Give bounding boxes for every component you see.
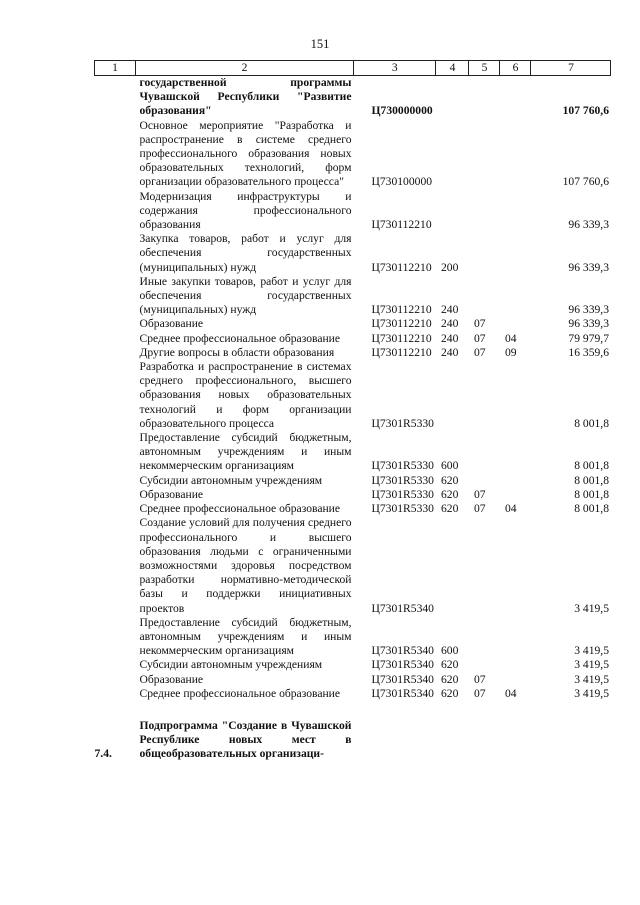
row-subsection: 04 [504,686,517,700]
row-expense-type [436,119,469,190]
row-expense-type: 200 [440,260,459,274]
row-target-code: Ц7301R5340 [371,658,434,672]
row-target-code: Ц730112210 [371,331,432,345]
row-section [469,616,500,659]
row-index [95,119,136,190]
row-index [95,360,136,431]
row-amount: 96 339,3 [568,260,609,274]
row-name: Предоставление субсидий бюджетным, автономным учреждениям и иным некоммерческим организациям [139,615,352,658]
row-section [469,190,500,233]
row-name: Субсидии автономным учреждениям [139,473,323,487]
row-subsection: 04 [504,331,517,345]
row-target-code: Ц730112210 [371,303,432,317]
row-expense-type: 620 [440,502,459,516]
row-name: Иные закупки товаров, работ и услуг для обеспечения государственных (муниципальных) нужд [139,274,352,317]
row-amount: 3 419,5 [574,686,609,700]
row-amount: 3 419,5 [574,672,609,686]
table-row [95,687,611,701]
row-subsection [500,488,531,502]
row-target-code: Ц730000000 [371,104,433,118]
row-section [469,76,500,119]
row-index [95,317,136,331]
row-expense-type: 620 [440,473,459,487]
table-row [95,502,611,516]
row-expense-type: 240 [440,303,459,317]
row-subsection: 09 [504,345,517,359]
row-amount: 8 001,8 [574,459,609,473]
row-expense-type [436,360,469,431]
row-subsection [500,232,531,275]
row-index [95,275,136,318]
row-name: Модернизация инфраструктуры и содержания профессионального образования [139,189,352,232]
row-expense-type [436,76,469,119]
row-name: Субсидии автономным учреждениям [139,658,323,672]
table-row [95,719,611,762]
row-subsection [500,190,531,233]
table-row [95,474,611,488]
row-amount: 3 419,5 [574,601,609,615]
row-index [95,76,136,119]
row-expense-type [436,516,469,615]
row-section [469,516,500,615]
row-section: 07 [473,672,486,686]
header-col-1: 1 [95,61,136,76]
row-name: государственной программы Чувашской Республики "Развитие образования" [139,76,352,118]
row-target-code [354,719,436,762]
row-amount: 8 001,8 [574,473,609,487]
row-target-code: Ц7301R5340 [371,686,434,700]
row-index [95,431,136,474]
row-target-code: Ц730112210 [371,218,432,232]
table-row [95,516,611,615]
row-target-code: Ц730112210 [371,260,432,274]
row-subsection [500,616,531,659]
row-index: 7.4. [94,747,112,761]
table-row [95,431,611,474]
row-section: 07 [473,331,486,345]
row-index [95,346,136,360]
row-spacer [95,701,611,719]
row-expense-type: 620 [440,658,459,672]
row-section [469,232,500,275]
row-expense-type: 600 [440,644,459,658]
table-row [95,190,611,233]
row-subsection [500,360,531,431]
row-section [469,658,500,672]
row-subsection: 04 [504,502,517,516]
row-amount: 8 001,8 [574,416,609,430]
column-number-header [95,61,611,76]
row-target-code: Ц7301R5330 [371,487,434,501]
row-index [95,190,136,233]
row-name: Образование [139,487,204,501]
row-target-code: Ц730112210 [371,317,432,331]
row-subsection [500,119,531,190]
row-expense-type [436,190,469,233]
row-amount: 79 979,7 [568,331,609,345]
row-expense-type: 240 [440,317,459,331]
row-expense-type: 620 [440,686,459,700]
row-target-code: Ц7301R5340 [371,601,434,615]
row-index [95,687,136,701]
row-target-code: Ц7301R5340 [371,644,434,658]
table-row [95,673,611,687]
row-target-code: Ц7301R5340 [371,672,434,686]
row-index [95,502,136,516]
row-name: Образование [139,317,204,331]
row-amount: 3 419,5 [574,644,609,658]
header-col-6: 6 [500,61,531,76]
page-number: 151 [310,37,330,51]
row-amount [531,719,611,762]
row-section: 07 [473,686,486,700]
header-col-7: 7 [531,61,611,76]
row-expense-type: 600 [440,459,459,473]
row-amount: 16 359,6 [568,345,609,359]
row-target-code: Ц7301R5330 [371,502,434,516]
row-name: Среднее профессиональное образование [139,686,341,700]
row-index [95,516,136,615]
table-row [95,658,611,672]
header-col-3: 3 [354,61,436,76]
row-expense-type: 620 [440,672,459,686]
table-row [95,616,611,659]
row-subsection [500,719,531,762]
row-index [95,616,136,659]
row-section: 07 [473,487,486,501]
row-expense-type: 240 [440,345,459,359]
row-index [95,474,136,488]
row-section [469,431,500,474]
row-amount: 8 001,8 [574,502,609,516]
row-expense-type [436,719,469,762]
row-target-code: Ц7301R5330 [371,473,434,487]
row-section: 07 [473,345,486,359]
header-col-5: 5 [469,61,500,76]
table-row [95,232,611,275]
row-subsection [500,76,531,119]
table-row [95,317,611,331]
row-index [95,658,136,672]
row-index [95,488,136,502]
row-target-code: Ц7301R5330 [371,416,434,430]
row-amount: 96 339,3 [568,218,609,232]
row-subsection [500,275,531,318]
row-amount: 8 001,8 [574,487,609,501]
row-index [95,673,136,687]
table-row [95,360,611,431]
table-row [95,346,611,360]
row-section [469,719,500,762]
row-subsection [500,431,531,474]
table-row [95,119,611,190]
row-amount: 107 760,6 [562,104,609,118]
row-amount: 3 419,5 [574,658,609,672]
row-amount: 107 760,6 [562,175,609,189]
row-index [95,232,136,275]
row-expense-type: 240 [440,331,459,345]
row-target-code: Ц7301R5330 [371,459,434,473]
table-row [95,275,611,318]
row-amount: 96 339,3 [568,317,609,331]
budget-table [94,60,611,762]
row-name: Подпрограмма "Создание в Чувашской Республике новых мест в общеобразовательных организаци- [139,718,352,761]
row-name: Основное мероприятие "Разработка и распространение в системе среднего профессионального образования новых образовательных технологий, форм организации образовательного процесса" [139,118,352,189]
header-col-2: 2 [136,61,354,76]
row-section: 07 [473,502,486,516]
row-target-code: Ц730100000 [371,175,433,189]
row-subsection [500,516,531,615]
table-row [95,488,611,502]
header-col-4: 4 [436,61,469,76]
row-name: Разработка и распространение в системах среднего профессионального, высшего образования новых образовательных технологий и форм организации образовательного процесса [139,360,352,430]
row-section [469,275,500,318]
row-target-code: Ц730112210 [371,345,432,359]
row-name: Образование [139,672,204,686]
row-name: Создание условий для получения среднего профессионального и высшего образования людьми с ограниченными возможностями здоровья посредством разработки нормативно-методической базы и поддержки инициативных проектов [139,516,352,615]
row-subsection [500,317,531,331]
row-name: Среднее профессиональное образование [139,331,341,345]
row-name: Среднее профессиональное образование [139,502,341,516]
row-subsection [500,658,531,672]
row-expense-type: 620 [440,487,459,501]
row-section: 07 [473,317,486,331]
table-row [95,76,611,119]
table-row [95,332,611,346]
row-index [95,332,136,346]
row-section [469,360,500,431]
row-subsection [500,673,531,687]
row-section [469,119,500,190]
row-amount: 96 339,3 [568,303,609,317]
row-subsection [500,474,531,488]
row-section [469,474,500,488]
row-name: Предоставление субсидий бюджетным, автономным учреждениям и иным некоммерческим организациям [139,431,352,473]
row-name: Другие вопросы в области образования [139,345,335,359]
row-name: Закупка товаров, работ и услуг для обеспечения государственных (муниципальных) нужд [139,232,352,274]
